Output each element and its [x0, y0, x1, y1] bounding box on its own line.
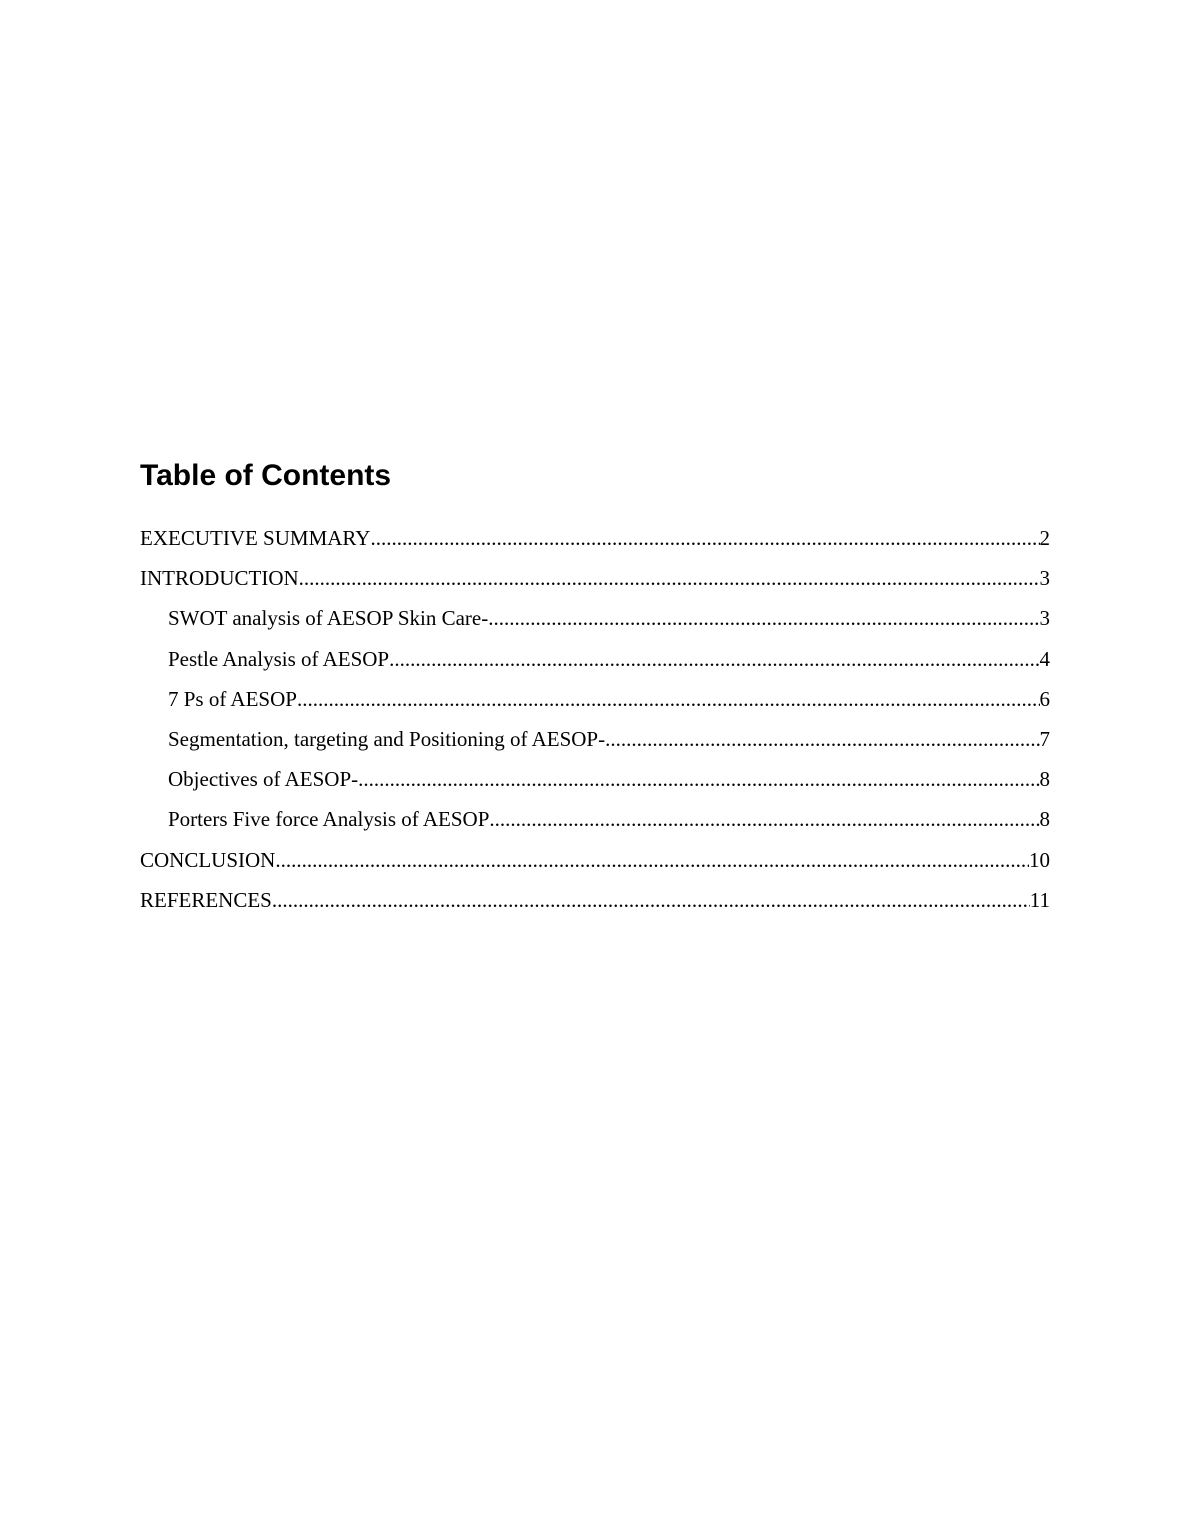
dot-leader — [299, 558, 1040, 598]
dot-leader — [272, 880, 1030, 920]
toc-entry-page: 2 — [1039, 526, 1050, 550]
toc-entry-label: INTRODUCTION — [140, 566, 299, 591]
toc-list — [140, 518, 1050, 920]
toc-entry-segmentation[interactable] — [140, 719, 1050, 759]
toc-entry-label: SWOT analysis of AESOP Skin Care- — [168, 606, 489, 631]
toc-entry-swot-analysis[interactable] — [140, 598, 1050, 638]
dot-leader — [275, 840, 1029, 880]
toc-entry-page: 4 — [1039, 646, 1050, 671]
dot-leader — [488, 598, 1039, 638]
toc-entry-pestle-analysis[interactable] — [140, 639, 1050, 679]
table-of-contents — [140, 456, 1050, 920]
toc-entry-page: 3 — [1039, 606, 1050, 631]
toc-entry-page: 8 — [1039, 767, 1050, 792]
toc-entry-label: EXECUTIVE SUMMARY — [140, 526, 371, 550]
toc-entry-7-ps[interactable] — [140, 679, 1050, 719]
toc-entry-label: Objectives of AESOP- — [168, 767, 359, 792]
toc-entry-page: 10 — [1029, 847, 1050, 872]
toc-entry-label: CONCLUSION — [140, 847, 276, 872]
toc-entry-label: REFERENCES — [140, 887, 272, 912]
toc-entry-porters-five-force[interactable] — [140, 799, 1050, 839]
dot-leader — [370, 518, 1039, 558]
dot-leader — [489, 799, 1039, 839]
toc-entry-executive-summary[interactable] — [140, 518, 1050, 558]
toc-entry-page: 6 — [1039, 686, 1050, 711]
toc-entry-page: 11 — [1029, 887, 1050, 912]
dot-leader — [358, 759, 1039, 799]
toc-entry-references[interactable] — [140, 880, 1050, 920]
toc-entry-label: 7 Ps of AESOP — [168, 686, 297, 711]
dot-leader — [389, 639, 1039, 679]
toc-entry-label: Pestle Analysis of AESOP — [168, 646, 390, 671]
toc-entry-label: Segmentation, targeting and Positioning of AESOP- — [168, 726, 606, 751]
toc-entry-introduction[interactable] — [140, 558, 1050, 598]
dot-leader — [297, 679, 1040, 719]
toc-title: Table of Contents — [140, 459, 392, 492]
toc-entry-page: 7 — [1039, 726, 1050, 751]
toc-entry-label: Porters Five force Analysis of AESOP — [168, 807, 490, 832]
toc-entry-page: 8 — [1039, 807, 1050, 832]
toc-entry-objectives[interactable] — [140, 759, 1050, 799]
dot-leader — [605, 719, 1039, 759]
toc-entry-conclusion[interactable] — [140, 840, 1050, 880]
toc-entry-page: 3 — [1039, 566, 1050, 591]
